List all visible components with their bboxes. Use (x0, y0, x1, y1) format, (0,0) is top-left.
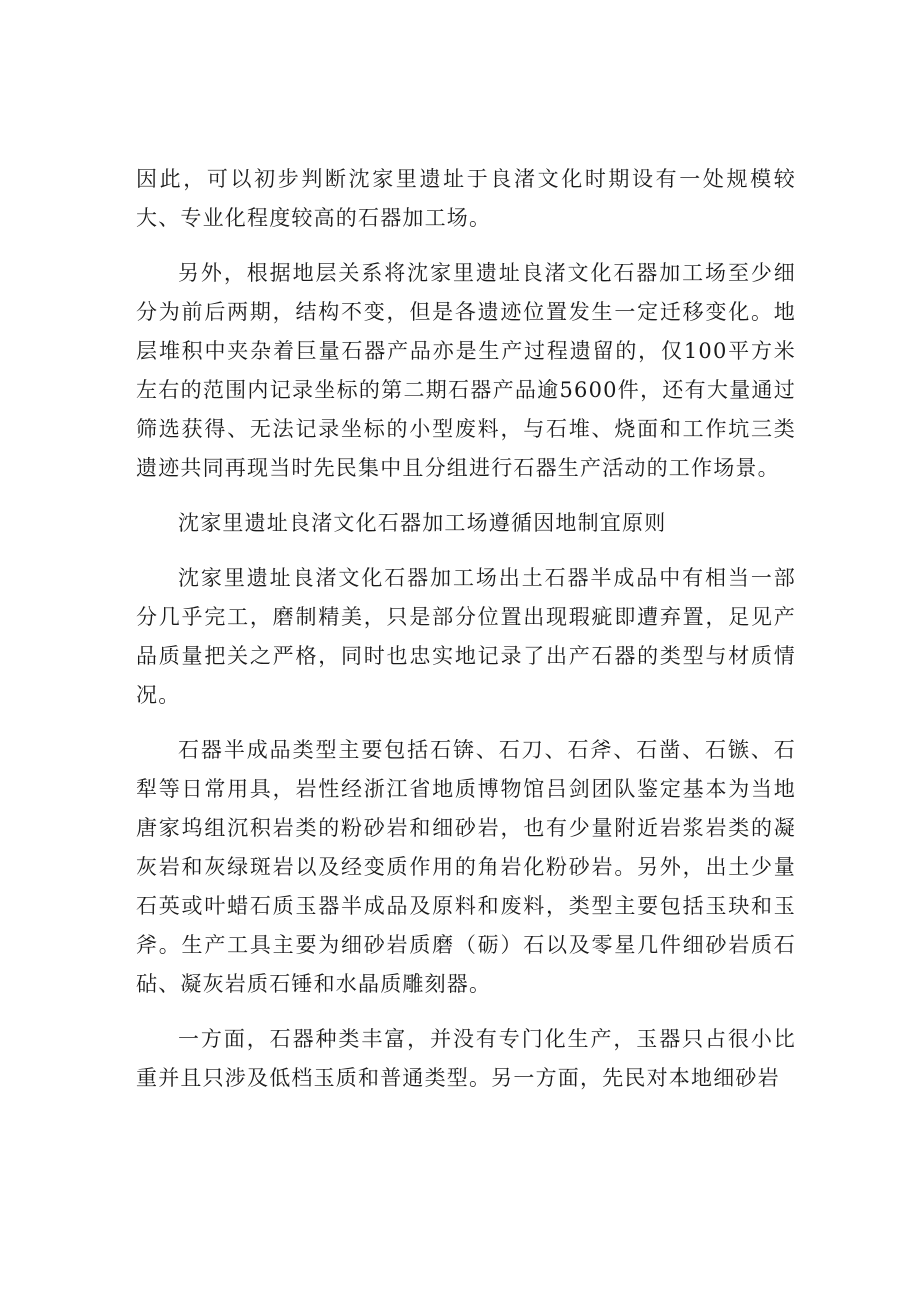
paragraph-2: 另外，根据地层关系将沈家里遗址良渚文化石器加工场至少细分为前后两期，结构不变，但是各遗迹位置发生一定迁移变化。地层堆积中夹杂着巨量石器产品亦是生产过程遗留的，仅100平方米左右的范围内记录坐标的第二期石器产品逾5600件，还有大量通过筛选获得、无法记录坐标的小型废料，与石堆、烧面和工作坑三类遗迹共同再现当时先民集中且分组进行石器生产活动的工作场景。 (136, 261, 796, 480)
paragraph-5: 一方面，石器种类丰富，并没有专门化生产，玉器只占很小比重并且只涉及低档玉质和普通类型。另一方面，先民对本地细砂岩 (136, 1027, 796, 1090)
paragraph-4: 石器半成品类型主要包括石锛、石刀、石斧、石凿、石镞、石犁等日常用具，岩性经浙江省地质博物馆吕剑团队鉴定基本为当地唐家坞组沉积岩类的粉砂岩和细砂岩，也有少量附近岩浆岩类的凝灰岩和灰绿斑岩以及经变质作用的角岩化粉砂岩。另外，出土少量石英或叶蜡石质玉器半成品及原料和废料，类型主要包括玉玦和玉斧。生产工具主要为细砂岩质磨（砺）石以及零星几件细砂岩质石砧、凝灰岩质石锤和水晶质雕刻器。 (136, 738, 796, 996)
paragraph-3: 沈家里遗址良渚文化石器加工场出土石器半成品中有相当一部分几乎完工，磨制精美，只是部分位置出现瑕疵即遭弃置，足见产品质量把关之严格，同时也忠实地记录了出产石器的类型与材质情况。 (136, 566, 796, 707)
paragraph-1: 因此，可以初步判断沈家里遗址于良渚文化时期设有一处规模较大、专业化程度较高的石器加工场。 (136, 167, 796, 230)
document-body (136, 160, 796, 1114)
section-heading: 沈家里遗址良渚文化石器加工场遵循因地制宜原则 (178, 511, 667, 535)
